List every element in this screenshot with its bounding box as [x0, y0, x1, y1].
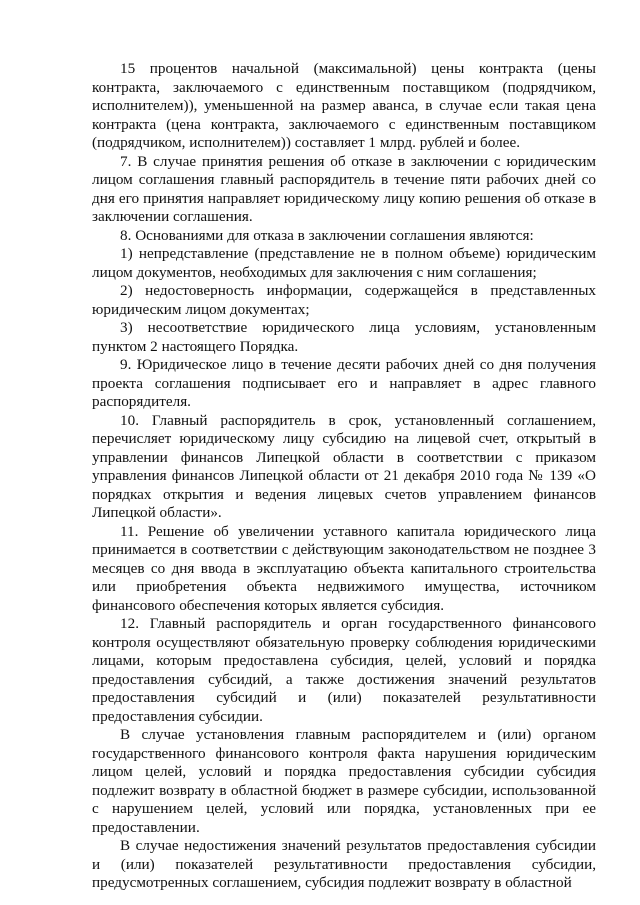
paragraph-10: 10. Главный распорядитель в срок, установленный соглашением, перечисляет юридическому лицу субсидию на лицевой счет, открытый в управлении финансов Липецкой области в соответствии с приказом управления финансов Липецкой области от 21 декабря 2010 года № 139 «О порядках открытия и ведения лицевых счетов управлением финансов Липецкой области».: [92, 411, 596, 521]
paragraph-7: 7. В случае принятия решения об отказе в заключении с юридическим лицом соглашения главный распорядитель в течение пяти рабочих дней со дня его принятия направляет юридическому лицу копию решения об отказе в заключении соглашения.: [92, 152, 596, 225]
paragraph-9: 9. Юридическое лицо в течение десяти рабочих дней со дня получения проекта соглашения подписывает его и направляет в адрес главного распорядителя.: [92, 356, 596, 410]
paragraph-8-item-1: 1) непредставление (представление не в полном объеме) юридическим лицом документов, необходимых для заключения с ним соглашения;: [92, 245, 596, 281]
paragraph-8-item-3: 3) несоответствие юридического лица условиям, установленным пунктом 2 настоящего Порядка.: [92, 319, 596, 355]
paragraph-12-non-achievement: В случае недостижения значений результатов предоставления субсидии и (или) показателей результативности предоставления субсидии, предусмотренных соглашением, субсидия подлежит возврату в областной: [92, 837, 596, 891]
paragraph-8-item-2: 2) недостоверность информации, содержащейся в представленных юридическим лицом документах;: [92, 282, 596, 318]
paragraph-12: 12. Главный распорядитель и орган государственного финансового контроля осуществляют обязательную проверку соблюдения юридическими лицами, которым предоставлена субсидия, целей, условий и порядка предоставления субсидий, а также достижения значений результатов предоставления субсидий и (или) показателей результативности предоставления субсидии.: [92, 615, 596, 725]
paragraph-continuation: 15 процентов начальной (максимальной) цены контракта (цены контракта, заключаемого с единственным поставщиком (подрядчиком, исполнителем)), уменьшенной на размер аванса, в случае если такая цена контракта (цена контракта, заключаемого с единственным поставщиком (подрядчиком, исполнителем)) составляет 1 млрд. рублей и более.: [92, 60, 596, 151]
paragraph-12-violation: В случае установления главным распорядителем и (или) органом государственного финансового контроля факта нарушения юридическим лицом целей, условий и порядка предоставления субсидии субсидия подлежит возврату в областной бюджет в размере субсидии, использованной с нарушением целей, условий или порядка, установленных при ее предоставлении.: [92, 726, 596, 836]
paragraph-8: 8. Основаниями для отказа в заключении соглашения являются:: [120, 226, 534, 244]
paragraph-11: 11. Решение об увеличении уставного капитала юридического лица принимается в соответствии с действующим законодательством не позднее 3 месяцев со дня ввода в эксплуатацию объекта капитального строительства или приобретения объекта недвижимого имущества, источником финансового обеспечения которых является субсидия.: [92, 522, 596, 614]
